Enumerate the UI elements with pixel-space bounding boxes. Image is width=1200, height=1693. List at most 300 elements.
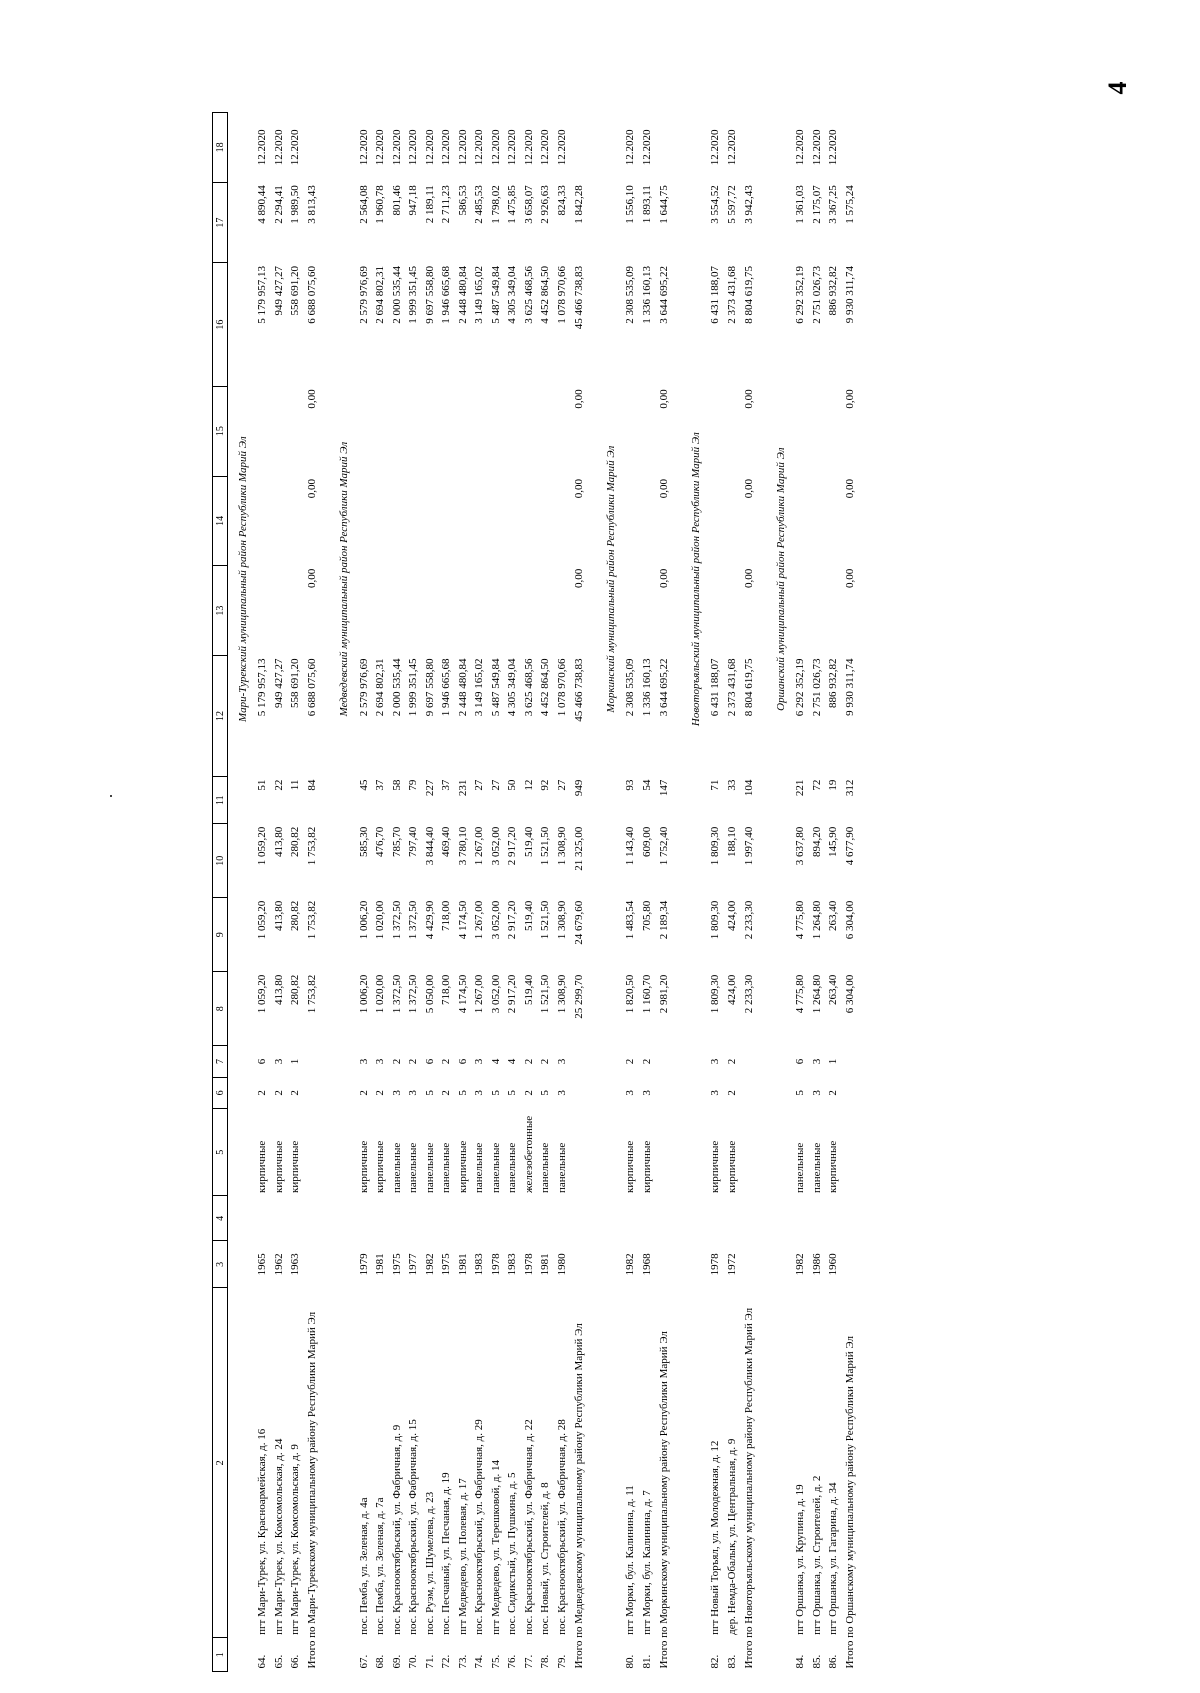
cell-col-5: панельные xyxy=(407,1142,419,1193)
total-c16: 6 688 075,60 xyxy=(306,265,319,324)
cell-col-9: 705,80 xyxy=(640,900,653,931)
cell-col-3: 1982 xyxy=(423,1253,436,1276)
cell-col-10: 145,90 xyxy=(827,826,839,857)
total-c9: 6 304,00 xyxy=(844,900,857,940)
table-row xyxy=(825,113,842,1672)
cell-col-11: 72 xyxy=(810,779,823,791)
cell-col-9: 280,82 xyxy=(289,900,301,931)
cell-col-5: панельные xyxy=(794,1142,806,1193)
total-c14: 0,00 xyxy=(844,479,857,499)
cell-col-7: 2 xyxy=(640,1058,653,1065)
cell-col-8: 5 050,00 xyxy=(423,974,436,1014)
blank-cell xyxy=(322,113,330,1672)
total-c15: 0,00 xyxy=(572,389,585,409)
cell-col-10: 797,40 xyxy=(407,826,419,857)
cell-col-6: 5 xyxy=(506,1090,518,1096)
cell-col-17: 4 890,44 xyxy=(256,185,268,224)
section-gap xyxy=(673,113,681,1672)
cell-col-3: 1972 xyxy=(725,1253,738,1276)
table-row xyxy=(356,113,373,1672)
cell-col-9: 1 521,50 xyxy=(539,900,551,940)
cell-col-4 xyxy=(438,1196,455,1241)
cell-col-15 xyxy=(455,386,472,476)
cell-col-4 xyxy=(372,1196,389,1241)
cell-col-11: 12 xyxy=(522,779,535,791)
cell-col-17: 3 554,52 xyxy=(709,185,721,224)
column-header-15: 15 xyxy=(213,386,228,476)
table-row xyxy=(287,113,304,1672)
total-c15: 0,00 xyxy=(657,389,670,409)
total-c16: 45 466 738,83 xyxy=(572,265,585,330)
cell-col-15 xyxy=(372,386,389,476)
table-body xyxy=(228,113,868,1672)
total-c9: 2 233,30 xyxy=(742,900,755,940)
cell-col-18: 12.2020 xyxy=(725,129,738,166)
cell-col-1: 66. xyxy=(289,1654,301,1669)
cell-col-14 xyxy=(504,476,521,566)
cell-col-4 xyxy=(455,1196,472,1241)
cell-col-3: 1978 xyxy=(709,1253,721,1276)
total-c15: 0,00 xyxy=(844,389,857,409)
column-header-7: 7 xyxy=(213,1046,228,1077)
cell-col-3: 1986 xyxy=(810,1253,823,1276)
cell-col-18: 12.2020 xyxy=(640,129,653,166)
cell-col-10: 585,30 xyxy=(357,826,370,857)
cell-col-10: 476,70 xyxy=(374,826,386,857)
section-gap xyxy=(588,113,596,1672)
cell-col-1: 86. xyxy=(827,1654,839,1669)
cell-col-13 xyxy=(405,566,422,656)
column-header-16: 16 xyxy=(213,263,228,386)
cell-col-3: 1983 xyxy=(506,1253,518,1276)
cell-col-5: панельные xyxy=(810,1142,823,1193)
cell-col-5: панельные xyxy=(539,1142,551,1193)
cell-col-18: 12.2020 xyxy=(506,129,518,166)
cell-col-13 xyxy=(438,566,455,656)
column-header-3: 3 xyxy=(213,1241,228,1288)
cell-col-16: 2 373 431,68 xyxy=(725,265,738,324)
cell-col-14 xyxy=(405,476,422,566)
cell-col-9: 718,00 xyxy=(440,900,452,931)
total-c12: 9 930 311,74 xyxy=(844,658,857,716)
cell-col-7: 4 xyxy=(489,1058,502,1065)
total-c16: 8 804 619,75 xyxy=(742,265,755,324)
total-c10: 21 325,00 xyxy=(572,826,585,871)
cell-col-9: 4 174,50 xyxy=(456,900,469,940)
cell-col-12: 2 579 976,69 xyxy=(357,658,370,717)
cell-col-6: 2 xyxy=(289,1090,301,1096)
cell-col-10: 1 059,20 xyxy=(256,826,268,866)
table-row xyxy=(724,113,741,1672)
cell-col-7: 3 xyxy=(810,1058,823,1065)
district-title-row xyxy=(330,113,356,1672)
column-header-1: 1 xyxy=(213,1638,228,1672)
cell-col-18: 12.2020 xyxy=(407,129,419,166)
cell-col-5: кирпичные xyxy=(256,1140,268,1193)
total-c14: 0,00 xyxy=(742,479,755,499)
cell-col-7: 2 xyxy=(440,1058,452,1065)
cell-col-8: 718,00 xyxy=(440,974,452,1005)
cell-col-11: 93 xyxy=(624,779,636,791)
table-row xyxy=(639,113,656,1672)
cell-col-13 xyxy=(639,566,656,656)
cell-col-14 xyxy=(537,476,554,566)
cell-col-11: 50 xyxy=(506,779,518,791)
cell-col-8: 1 020,00 xyxy=(374,974,386,1014)
total-c10: 1 753,82 xyxy=(306,826,319,866)
column-header-11: 11 xyxy=(213,777,228,824)
total-c11: 84 xyxy=(306,779,319,791)
table-row xyxy=(372,113,389,1672)
table-row xyxy=(537,113,554,1672)
cell-col-13 xyxy=(504,566,521,656)
cell-col-2: пгт Морки, бул. Калинина, д. 7 xyxy=(640,1490,653,1635)
cell-col-9: 424,00 xyxy=(725,900,738,931)
cell-col-16: 3 149 165,02 xyxy=(473,265,485,324)
blank-cell xyxy=(766,1046,792,1672)
cell-col-2: пос. Краснооктябрьский, ул. Фабричная, д. 15 xyxy=(407,1419,419,1635)
cell-col-4 xyxy=(422,1196,439,1241)
cell-col-11: 54 xyxy=(640,779,653,791)
cell-col-10: 1 267,00 xyxy=(473,826,485,866)
table-row xyxy=(792,113,809,1672)
scan-speck xyxy=(110,795,112,797)
cell-col-16: 886 932,82 xyxy=(827,265,839,316)
total-c11: 104 xyxy=(742,779,755,797)
cell-col-3: 1962 xyxy=(272,1253,285,1276)
cell-col-5: кирпичные xyxy=(272,1140,285,1193)
cell-col-14 xyxy=(622,476,639,566)
total-c9: 2 189,34 xyxy=(657,900,670,940)
cell-col-12: 5 487 549,84 xyxy=(489,658,502,717)
cell-col-7: 3 xyxy=(374,1058,386,1065)
cell-col-5: кирпичные xyxy=(827,1140,839,1193)
table-row xyxy=(438,113,455,1672)
cell-col-4 xyxy=(537,1196,554,1241)
cell-col-11: 19 xyxy=(827,779,839,791)
cell-col-12: 949 427,27 xyxy=(272,658,285,708)
table-row xyxy=(622,113,639,1672)
cell-col-18: 12.2020 xyxy=(810,129,823,166)
district-title: Новоторъяльский муниципальный район Республики Марий Эл xyxy=(689,432,702,727)
total-c17: 3 942,43 xyxy=(742,185,755,224)
cell-col-6: 3 xyxy=(810,1090,823,1096)
cell-col-8: 1 160,70 xyxy=(640,974,653,1014)
blank-cell xyxy=(655,113,673,183)
total-c10: 1 752,40 xyxy=(657,826,670,866)
cell-col-14 xyxy=(825,476,842,566)
cell-col-2: пгт Оршанка, ул. Строителей, д. 2 xyxy=(810,1475,823,1635)
column-header-17: 17 xyxy=(213,182,228,263)
cell-col-12: 6 431 188,07 xyxy=(709,658,721,717)
cell-col-6: 5 xyxy=(539,1090,551,1096)
cell-col-13 xyxy=(622,566,639,656)
cell-col-9: 1 006,20 xyxy=(357,900,370,940)
cell-col-9: 2 917,20 xyxy=(506,900,518,940)
cell-col-8: 263,40 xyxy=(827,974,839,1005)
cell-col-17: 1 960,78 xyxy=(374,185,386,224)
cell-col-6: 2 xyxy=(272,1090,285,1096)
cell-col-17: 801,46 xyxy=(390,185,403,216)
cell-col-5: кирпичные xyxy=(374,1140,386,1193)
cell-col-11: 231 xyxy=(456,779,469,797)
housing-repair-table xyxy=(212,112,868,1672)
cell-col-7: 3 xyxy=(473,1058,485,1065)
column-header-14: 14 xyxy=(213,476,228,566)
cell-col-18: 12.2020 xyxy=(709,129,721,166)
cell-col-18: 12.2020 xyxy=(289,129,301,166)
cell-col-1: 76. xyxy=(506,1654,518,1669)
cell-col-7: 1 xyxy=(827,1058,839,1065)
total-c10: 4 677,90 xyxy=(844,826,857,866)
cell-col-6: 3 xyxy=(624,1090,636,1096)
cell-col-10: 188,10 xyxy=(725,826,738,857)
cell-col-13 xyxy=(471,566,488,656)
cell-col-12: 1 078 970,66 xyxy=(555,658,568,717)
district-total-row xyxy=(740,113,758,1672)
cell-col-6: 2 xyxy=(827,1090,839,1096)
cell-col-11: 22 xyxy=(272,779,285,791)
table-row xyxy=(405,113,422,1672)
column-header-9: 9 xyxy=(213,898,228,972)
cell-col-11: 37 xyxy=(440,779,452,791)
cell-col-4 xyxy=(792,1196,809,1241)
cell-col-5: панельные xyxy=(473,1142,485,1193)
cell-col-17: 5 597,72 xyxy=(725,185,738,224)
cell-col-1: 84. xyxy=(794,1654,806,1669)
cell-col-14 xyxy=(422,476,439,566)
cell-col-18: 12.2020 xyxy=(522,129,535,166)
cell-col-6: 2 xyxy=(357,1090,370,1096)
cell-col-18: 12.2020 xyxy=(423,129,436,166)
total-c13: 0,00 xyxy=(306,568,319,588)
cell-col-12: 3 625 468,56 xyxy=(522,658,535,717)
cell-col-15 xyxy=(521,386,538,476)
blank-cell xyxy=(304,113,322,183)
cell-col-7: 6 xyxy=(456,1058,469,1065)
cell-col-13 xyxy=(825,566,842,656)
cell-col-7: 6 xyxy=(423,1058,436,1065)
cell-col-13 xyxy=(422,566,439,656)
column-header-6: 6 xyxy=(213,1077,228,1108)
cell-col-17: 1 361,03 xyxy=(794,185,806,224)
cell-col-17: 1 475,85 xyxy=(506,185,518,224)
cell-col-2: пгт Мари-Турек, ул. Комсомольская, д. 24 xyxy=(272,1438,285,1635)
cell-col-17: 2 485,53 xyxy=(473,185,485,224)
cell-col-18: 12.2020 xyxy=(539,129,551,166)
cell-col-6: 3 xyxy=(555,1090,568,1096)
cell-col-5: кирпичные xyxy=(357,1140,370,1193)
cell-col-13 xyxy=(707,566,724,656)
blank-cell xyxy=(570,113,588,183)
cell-col-13 xyxy=(537,566,554,656)
cell-col-8: 1 372,50 xyxy=(390,974,403,1014)
cell-col-4 xyxy=(389,1196,406,1241)
cell-col-15 xyxy=(389,386,406,476)
district-total-row xyxy=(304,113,322,1672)
total-c13: 0,00 xyxy=(572,568,585,588)
cell-col-18: 12.2020 xyxy=(256,129,268,166)
cell-col-2: пос. Пемба, ул. Зеленая, д. 4а xyxy=(357,1497,370,1635)
total-c16: 9 930 311,74 xyxy=(844,265,857,324)
cell-col-16: 4 305 349,04 xyxy=(506,265,518,324)
column-header-8: 8 xyxy=(213,972,228,1046)
cell-col-8: 280,82 xyxy=(289,974,301,1005)
cell-col-16: 1 336 160,13 xyxy=(640,265,653,324)
total-c17: 1 842,28 xyxy=(572,185,585,224)
cell-col-12: 2 694 802,31 xyxy=(374,658,386,717)
rotated-table-container xyxy=(212,112,1012,1672)
cell-col-10: 3 637,80 xyxy=(794,826,806,866)
cell-col-3: 1981 xyxy=(374,1253,386,1276)
blank-cell xyxy=(330,1046,356,1672)
cell-col-3: 1960 xyxy=(827,1253,839,1276)
cell-col-10: 469,40 xyxy=(440,826,452,857)
cell-col-15 xyxy=(271,386,288,476)
cell-col-18: 12.2020 xyxy=(456,129,469,166)
cell-col-15 xyxy=(488,386,505,476)
column-header-2: 2 xyxy=(213,1288,228,1638)
total-label: Итого по Мари-Турекскому муниципальному району Республики Марий Эл xyxy=(306,1311,319,1669)
cell-col-13 xyxy=(356,566,373,656)
blank-cell xyxy=(860,113,868,1672)
cell-col-11: 58 xyxy=(390,779,403,791)
cell-col-10: 519,40 xyxy=(522,826,535,857)
cell-col-1: 65. xyxy=(272,1654,285,1669)
cell-col-2: пгт Мари-Турек, ул. Комсомольская, д. 9 xyxy=(289,1444,301,1635)
cell-col-1: 72. xyxy=(440,1654,452,1669)
cell-col-17: 824,33 xyxy=(555,185,568,216)
blank-cell xyxy=(228,1046,255,1672)
cell-col-16: 3 625 468,56 xyxy=(522,265,535,324)
cell-col-2: пос. Краснооктябрьский, ул. Фабричная, д. 28 xyxy=(555,1419,568,1635)
cell-col-9: 1 059,20 xyxy=(256,900,268,940)
cell-col-6: 5 xyxy=(456,1090,469,1096)
cell-col-15 xyxy=(792,386,809,476)
cell-col-6: 3 xyxy=(407,1090,419,1096)
cell-col-10: 280,82 xyxy=(289,826,301,857)
column-header-4: 4 xyxy=(213,1196,228,1241)
cell-col-7: 4 xyxy=(506,1058,518,1065)
cell-col-5: кирпичные xyxy=(456,1140,469,1193)
cell-col-3: 1968 xyxy=(640,1253,653,1276)
cell-col-5: кирпичные xyxy=(725,1140,738,1193)
cell-col-11: 221 xyxy=(794,779,806,797)
cell-col-9: 1 809,30 xyxy=(709,900,721,940)
district-title-row xyxy=(766,113,792,1672)
cell-col-14 xyxy=(707,476,724,566)
cell-col-8: 1 308,90 xyxy=(555,974,568,1014)
total-c17: 1 644,75 xyxy=(657,185,670,224)
cell-col-15 xyxy=(639,386,656,476)
cell-col-16: 2 448 480,84 xyxy=(456,265,469,324)
cell-col-1: 82. xyxy=(709,1654,721,1669)
cell-col-15 xyxy=(422,386,439,476)
cell-col-11: 37 xyxy=(374,779,386,791)
cell-col-6: 2 xyxy=(440,1090,452,1096)
cell-col-8: 1 521,50 xyxy=(539,974,551,1014)
cell-col-10: 2 917,20 xyxy=(506,826,518,866)
cell-col-14 xyxy=(809,476,826,566)
cell-col-6: 3 xyxy=(390,1090,403,1096)
cell-col-8: 1 059,20 xyxy=(256,974,268,1014)
cell-col-9: 1 372,50 xyxy=(390,900,403,940)
cell-col-4 xyxy=(809,1196,826,1241)
cell-col-16: 5 487 549,84 xyxy=(489,265,502,324)
cell-col-8: 1 809,30 xyxy=(709,974,721,1014)
cell-col-12: 5 179 957,13 xyxy=(256,658,268,717)
total-c14: 0,00 xyxy=(306,479,319,499)
cell-col-16: 5 179 957,13 xyxy=(256,265,268,324)
table-row xyxy=(389,113,406,1672)
cell-col-16: 1 999 351,45 xyxy=(407,265,419,324)
cell-col-12: 2 308 535,09 xyxy=(624,658,636,717)
cell-col-14 xyxy=(455,476,472,566)
total-c12: 3 644 695,22 xyxy=(657,658,670,717)
cell-col-3: 1975 xyxy=(440,1253,452,1276)
cell-col-8: 4 174,50 xyxy=(456,974,469,1014)
table-row xyxy=(521,113,538,1672)
cell-col-3: 1982 xyxy=(794,1253,806,1276)
cell-col-4 xyxy=(622,1196,639,1241)
cell-col-3: 1982 xyxy=(624,1253,636,1276)
cell-col-1: 85. xyxy=(810,1654,823,1669)
cell-col-3: 1975 xyxy=(390,1253,403,1276)
cell-col-6: 5 xyxy=(489,1090,502,1096)
cell-col-6: 5 xyxy=(423,1090,436,1096)
cell-col-2: пос. Краснооктябрьский, ул. Фабричная, д. 22 xyxy=(522,1419,535,1635)
cell-col-11: 45 xyxy=(357,779,370,791)
cell-col-6: 3 xyxy=(709,1090,721,1096)
cell-col-16: 558 691,20 xyxy=(289,265,301,316)
cell-col-10: 1 521,50 xyxy=(539,826,551,866)
column-header-5: 5 xyxy=(213,1109,228,1196)
column-number-header xyxy=(213,113,228,1672)
cell-col-14 xyxy=(471,476,488,566)
cell-col-18: 12.2020 xyxy=(489,129,502,166)
cell-col-9: 1 483,54 xyxy=(624,900,636,940)
cell-col-4 xyxy=(471,1196,488,1241)
cell-col-1: 83. xyxy=(725,1654,738,1669)
cell-col-2: пгт Морки, бул. Калинина, д. 11 xyxy=(624,1485,636,1635)
cell-col-16: 2 751 026,73 xyxy=(810,265,823,324)
cell-col-4 xyxy=(707,1196,724,1241)
cell-col-15 xyxy=(537,386,554,476)
cell-col-15 xyxy=(504,386,521,476)
cell-col-16: 1 946 665,68 xyxy=(440,265,452,324)
cell-col-14 xyxy=(356,476,373,566)
cell-col-2: пос. Краснооктябрьский, ул. Фабричная, д. 9 xyxy=(390,1424,403,1635)
table-row xyxy=(422,113,439,1672)
cell-col-17: 586,53 xyxy=(456,185,469,216)
table-row xyxy=(471,113,488,1672)
cell-col-14 xyxy=(724,476,741,566)
cell-col-1: 77. xyxy=(522,1654,535,1669)
cell-col-18: 12.2020 xyxy=(624,129,636,166)
cell-col-8: 3 052,00 xyxy=(489,974,502,1014)
cell-col-13 xyxy=(389,566,406,656)
cell-col-18: 12.2020 xyxy=(390,129,403,166)
cell-col-17: 1 798,02 xyxy=(489,185,502,224)
cell-col-2: пгт Медведево, ул. Полевая, д. 17 xyxy=(456,1478,469,1635)
cell-col-17: 2 711,23 xyxy=(440,185,452,224)
cell-col-3: 1977 xyxy=(407,1253,419,1276)
cell-col-15 xyxy=(254,386,271,476)
cell-col-9: 519,40 xyxy=(522,900,535,931)
cell-col-7: 2 xyxy=(725,1058,738,1065)
cell-col-12: 886 932,82 xyxy=(827,658,839,708)
cell-col-2: пос. Краснооктябрьский, ул. Фабричная, д. 29 xyxy=(473,1419,485,1635)
